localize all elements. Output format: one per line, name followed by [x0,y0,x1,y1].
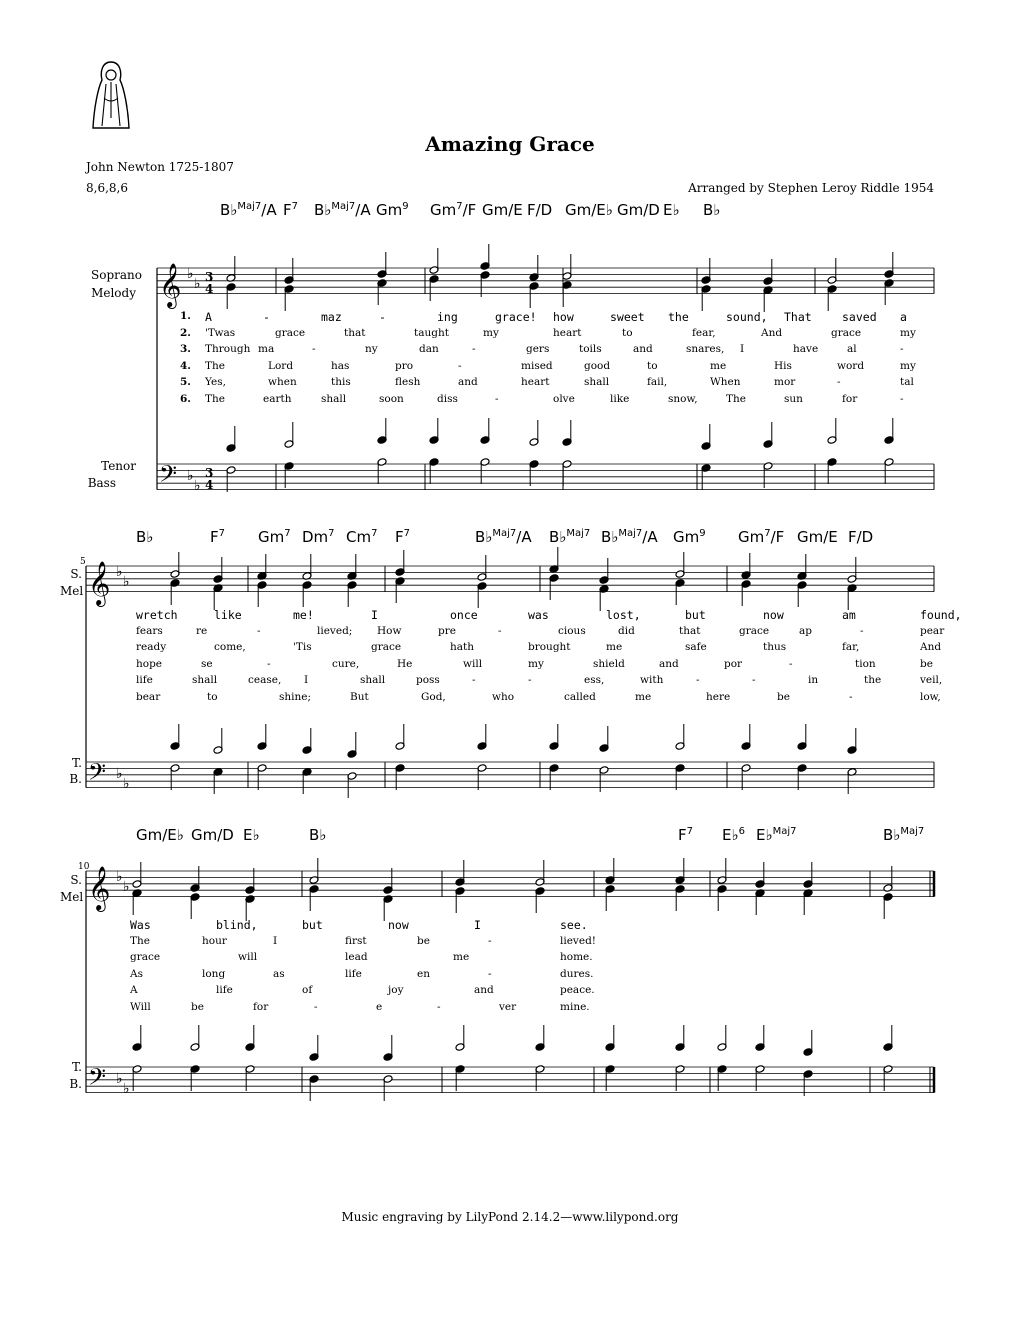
lyric-syllable: home. [560,951,593,963]
lyric-syllable: me [710,359,727,372]
lyric-syllable: my [900,359,916,372]
lyric-syllable: found, [920,608,962,622]
lyric-syllable: - [495,392,499,405]
flat-icon: ♭ [194,478,201,494]
treble-clef-icon: 𝄞 [88,561,111,605]
lyric-syllable: The [130,934,150,947]
lyric-syllable: to [647,359,658,372]
lyric-syllable: But [350,690,369,703]
lyric-syllable: mor [774,376,796,388]
footer-credit: Music engraving by LilyPond 2.14.2—www.lilypond.org [341,1210,679,1224]
lyric-syllable: grace [275,326,306,339]
lyric-syllable: - [263,310,270,324]
treble-clef-icon: 𝄞 [88,866,111,910]
lyric-syllable: see. [560,918,588,932]
lyric-syllable: Will [130,1000,151,1013]
staff-label-melody: Melody [91,286,136,300]
lyric-syllable: shall [321,392,347,405]
lyric-syllable: - [900,343,904,355]
chord-symbol: Gm/E♭ [136,826,184,844]
staff-label-s: S. [70,873,82,887]
lyric-syllable: me [606,641,623,653]
lyric-syllable: be [777,690,790,703]
lyric-syllable: once [450,608,478,622]
lyric-syllable: hour [202,934,227,947]
lyric-syllable: shield [593,657,625,670]
flat-icon: ♭ [123,1081,130,1097]
lyric-syllable: joy [388,984,404,996]
lyric-syllable: and [458,376,478,388]
flat-icon: ♭ [116,1071,123,1087]
lyric-syllable: toils [579,343,602,355]
lyric-syllable: A [130,984,138,996]
lyric-syllable: tion [855,657,876,670]
lyric-syllable: fear, [692,326,716,339]
lyric-syllable: re [196,624,208,637]
lyric-syllable: A [205,310,212,324]
lyric-syllable: wretch [136,608,178,622]
staff-label-t: T. [71,756,82,770]
lyric-syllable: here [706,690,731,703]
lyric-syllable: flesh [395,376,421,388]
lyric-syllable: for [253,1000,269,1013]
chord-symbol: $F^7$ [678,826,694,844]
lyric-syllable: And [920,641,942,653]
bass-clef-icon: 𝄢 [88,758,107,791]
chord-symbol: B♭$^{Maj7}$/A [601,528,658,546]
lyric-syllable: Lord [268,359,294,372]
lyric-syllable: maz [321,310,342,324]
lyric-syllable: taught [414,326,449,339]
lyric-syllable: be [920,657,933,670]
chord-symbol: E♭$^{Maj7}$ [756,826,797,844]
lyric-syllable: my [483,326,499,339]
lyric-syllable: Through [205,343,251,355]
lyric-syllable: my [528,657,544,670]
chord-symbol: E♭$^6$ [722,826,745,844]
lyric-syllable: ny [365,343,378,355]
lyric-syllable: poss [416,674,440,686]
flat-icon: ♭ [116,869,123,885]
lyric-syllable: will [463,657,483,670]
staff-label-tenor: Tenor [101,459,136,473]
lyric-syllable: olve [553,392,575,405]
lyric-syllable: the [668,310,689,324]
lyric-syllable: long [202,967,226,980]
lyric-syllable: His [774,359,792,372]
lyric-syllable: when [268,376,297,388]
lyric-syllable: gers [526,343,550,355]
flat-icon: ♭ [194,276,201,292]
time-signature: 4 [205,282,214,296]
lyric-syllable: life [136,674,153,686]
chord-symbol: Gm$^7$/F [430,201,477,219]
lyric-syllable: brought [528,641,571,653]
chord-symbol: B♭ [309,826,327,844]
lyric-syllable: bear [136,690,161,703]
flat-icon: ♭ [116,564,123,580]
page-title: Amazing Grace [425,132,595,156]
lyric-syllable: my [900,326,916,339]
chord-symbol: B♭ [136,528,154,546]
lyric-syllable: He [397,657,413,670]
lyric-syllable: lead [345,951,368,963]
staff-label-soprano: Soprano [91,268,142,282]
staff-label-t: T. [71,1060,82,1074]
lyric-syllable: me! [293,608,314,622]
lyric-syllable: sun [784,392,803,405]
chord-symbol: Gm$^9$ [376,201,409,219]
lyric-syllable: I [371,608,378,622]
measure-number: 5 [80,557,86,567]
verse-number: 4. [180,359,191,372]
lyric-syllable: e [376,1000,383,1013]
chord-symbol: Gm/D [617,201,660,219]
lyric-syllable: ver [499,1000,517,1013]
staff-label-s: S. [70,567,82,581]
lyric-syllable: cure, [332,657,360,670]
lyric-syllable: - [696,674,700,686]
lyric-syllable: soon [379,392,404,405]
lyric-syllable: thus [763,641,787,653]
lyric-syllable: cease, [248,674,282,686]
time-signature: 4 [205,478,214,492]
lyric-syllable: Yes, [205,376,226,388]
lyric-syllable: grace [371,641,402,653]
lyric-syllable: how [553,310,574,324]
lyric-syllable: and [659,657,679,670]
lyric-syllable: and [474,984,494,996]
lyric-syllable: mine. [560,1000,590,1013]
lyric-syllable: who [492,690,515,703]
lyric-syllable: good [584,359,611,372]
lyric-syllable: now [763,608,784,622]
lyric-syllable: ma [258,343,275,355]
lyric-syllable: When [710,376,741,388]
author: John Newton 1725-1807 [86,160,234,174]
chord-symbol: B♭$^{Maj7}$/A [220,201,277,219]
chord-symbol: E♭ [663,201,680,219]
lyric-syllable: - [860,624,864,637]
lyric-syllable: - [437,1000,441,1013]
lyric-syllable: have [793,343,819,355]
lyric-syllable: this [331,376,351,388]
chord-symbol: B♭$^{Maj7}$/A [314,201,371,219]
chord-symbol: Gm$^9$ [673,528,706,546]
chord-symbol: B♭ [703,201,721,219]
chord-symbol: Cm$^7$ [346,528,378,546]
lyric-syllable: will [238,951,258,963]
staff-label-b: B. [69,1077,82,1091]
verse-number: 2. [180,326,191,339]
time-signature: 3 [205,466,214,480]
lyric-syllable: ready [136,641,167,653]
verse-number: 3. [180,343,191,355]
lyric-syllable: earth [263,392,292,405]
lyric-syllable: As [130,967,143,980]
lyric-syllable: tal [900,376,914,388]
chord-symbol: F/D [527,201,553,219]
lyric-syllable: The [205,359,225,372]
lyric-syllable: first [345,934,367,947]
lyric-syllable: - [498,624,502,637]
lyric-syllable: dures. [560,967,594,980]
lyric-syllable: - [789,657,793,670]
lyric-syllable: en [417,967,430,980]
lyric-syllable: dan [419,343,439,355]
lyric-syllable: me [453,951,470,963]
lyric-syllable: fail, [647,376,668,388]
lyric-syllable: heart [521,376,550,388]
lyric-syllable: mised [521,359,553,372]
staff-label-mel: Mel [60,890,84,904]
lyric-syllable: - [257,624,261,637]
lyric-syllable: The [726,392,746,405]
lyric-syllable: now [388,918,409,932]
lyric-syllable: diss [437,392,458,405]
lyric-syllable: sound, [726,310,768,324]
treble-clef-icon: 𝄞 [159,263,182,307]
bass-clef-icon: 𝄢 [88,1063,107,1096]
staff-label-b: B. [69,772,82,786]
lyric-syllable: I [474,918,481,932]
flat-icon: ♭ [123,879,130,895]
lyric-syllable: has [331,359,350,372]
chord-symbol: E♭ [243,826,260,844]
lyric-syllable: cious [558,624,586,637]
lyric-syllable: - [488,934,492,947]
chord-symbol: B♭$^{Maj7}$/A [475,528,532,546]
bass-clef-icon: 𝄢 [159,460,178,493]
lyric-syllable: snares, [686,343,725,355]
lyric-syllable: ing [437,310,458,324]
lyric-syllable: pre [438,624,456,637]
lyric-syllable: but [685,608,706,622]
verse-number: 6. [180,392,191,405]
lyric-syllable: come, [214,641,246,653]
lyric-syllable: - [488,967,492,980]
lyric-syllable: that [344,326,366,339]
lyric-syllable: to [207,690,218,703]
lyric-syllable: to [622,326,633,339]
lyric-syllable: life [345,967,362,980]
meter: 8,6,8,6 [86,181,128,195]
flat-icon: ♭ [187,266,194,282]
lyric-syllable: saved [842,310,877,324]
lyric-syllable: like [610,392,630,405]
lyric-syllable: The [205,392,225,405]
lyric-syllable: - [314,1000,318,1013]
lyric-syllable: - [900,392,904,405]
lyric-syllable: am [842,608,856,622]
lyric-syllable: low, [920,690,941,703]
lyric-syllable: I [740,343,745,355]
lyric-syllable: the [864,674,882,686]
lyric-syllable: - [837,376,841,388]
lyric-syllable: with [640,674,664,686]
lyric-syllable: - [312,343,316,355]
chord-symbol: F/D [848,528,874,546]
lyric-syllable: se [201,657,213,670]
chord-symbol: Gm/D [191,826,234,844]
lyric-syllable: me [635,690,652,703]
lyric-syllable: hath [450,641,475,653]
lyric-syllable: veil, [920,674,943,686]
lyric-syllable: God, [421,690,446,703]
lyric-syllable: and [633,343,653,355]
lyric-syllable: pro [395,359,414,372]
lyric-syllable: por [724,657,743,670]
lyric-syllable: be [417,934,430,947]
lyric-syllable: did [618,624,635,637]
lyric-syllable: life [216,984,233,996]
lyric-syllable: pear [920,624,945,637]
lyric-syllable: that [679,624,701,637]
flat-icon: ♭ [116,766,123,782]
lyric-syllable: be [191,1000,204,1013]
time-signature: 3 [205,270,214,284]
lyric-syllable: a [900,310,907,324]
lyric-syllable: grace [130,951,161,963]
lyric-syllable: That [784,310,812,324]
lyric-syllable: in [808,674,819,686]
lyric-syllable: - [472,674,476,686]
lyric-syllable: hope [136,657,163,670]
lyric-syllable: word [837,359,865,372]
lyric-syllable: fears [136,624,163,637]
lyric-syllable: grace [831,326,862,339]
lyric-syllable: - [458,359,462,372]
lyric-syllable: shall [360,674,386,686]
lyric-syllable: for [842,392,858,405]
flat-icon: ♭ [187,468,194,484]
chord-symbol: $F^7$ [395,528,411,546]
lyric-syllable: shine; [279,690,312,703]
lyric-syllable: - [752,674,756,686]
lyric-syllable: blind, [216,918,258,932]
lyric-syllable: - [528,674,532,686]
chord-symbol: Gm/E [797,528,838,546]
lyric-syllable: ap [799,624,812,637]
staff-label-mel: Mel [60,584,84,598]
flat-icon: ♭ [123,776,130,792]
lyric-syllable: like [214,608,242,622]
lyric-syllable: lost, [606,608,641,622]
lyric-syllable: - [379,310,386,324]
chord-symbol: $F^7$ [210,528,226,546]
chord-symbol: $F^7$ [283,201,299,219]
lyric-syllable: was [528,608,549,622]
lyric-syllable: heart [553,326,582,339]
lyric-syllable: shall [192,674,218,686]
lyric-syllable: lieved; [317,624,353,637]
verse-number: 1. [180,310,191,322]
lyric-syllable: lieved! [560,934,597,947]
lyric-syllable: called [564,690,596,703]
lyric-syllable: peace. [560,984,595,996]
lyric-syllable: safe [685,641,707,653]
chord-symbol: Gm$^7$/F [738,528,785,546]
lyric-syllable: al [847,343,857,355]
lyric-syllable: 'Twas [205,326,236,339]
lyric-syllable: ess, [584,674,605,686]
verse-number: 5. [180,376,191,388]
lyric-syllable: grace [739,624,770,637]
lyric-syllable: shall [584,376,610,388]
lyric-syllable: And [761,326,783,339]
lyric-syllable: of [302,984,313,996]
lyric-syllable: - [849,690,853,703]
lyric-syllable: - [267,657,271,670]
arranger: Arranged by Stephen Leroy Riddle 1954 [688,181,934,195]
lyric-syllable: snow, [668,392,698,405]
chord-symbol: Gm/E♭ [565,201,613,219]
lyric-syllable: but [302,918,323,932]
lyric-syllable: as [273,967,285,980]
chord-symbol: B♭$^{Maj7}$ [549,528,591,546]
staff-label-bass: Bass [87,476,116,490]
lyric-syllable: Was [130,918,151,932]
lyric-syllable: I [273,934,278,947]
chord-symbol: Dm$^7$ [302,528,335,546]
chord-symbol: B♭$^{Maj7}$ [883,826,925,844]
lyric-syllable: 'Tis [293,641,312,653]
lyric-syllable: How [377,624,402,637]
lyric-syllable: - [472,343,476,355]
measure-number: 10 [78,862,90,872]
lyric-syllable: grace! [495,310,537,324]
chord-symbol: Gm/E [482,201,523,219]
flat-icon: ♭ [123,574,130,590]
lyric-syllable: sweet [610,310,645,324]
chord-symbol: Gm$^7$ [258,528,291,546]
lyric-syllable: I [304,674,309,686]
lyric-syllable: far, [842,641,860,653]
